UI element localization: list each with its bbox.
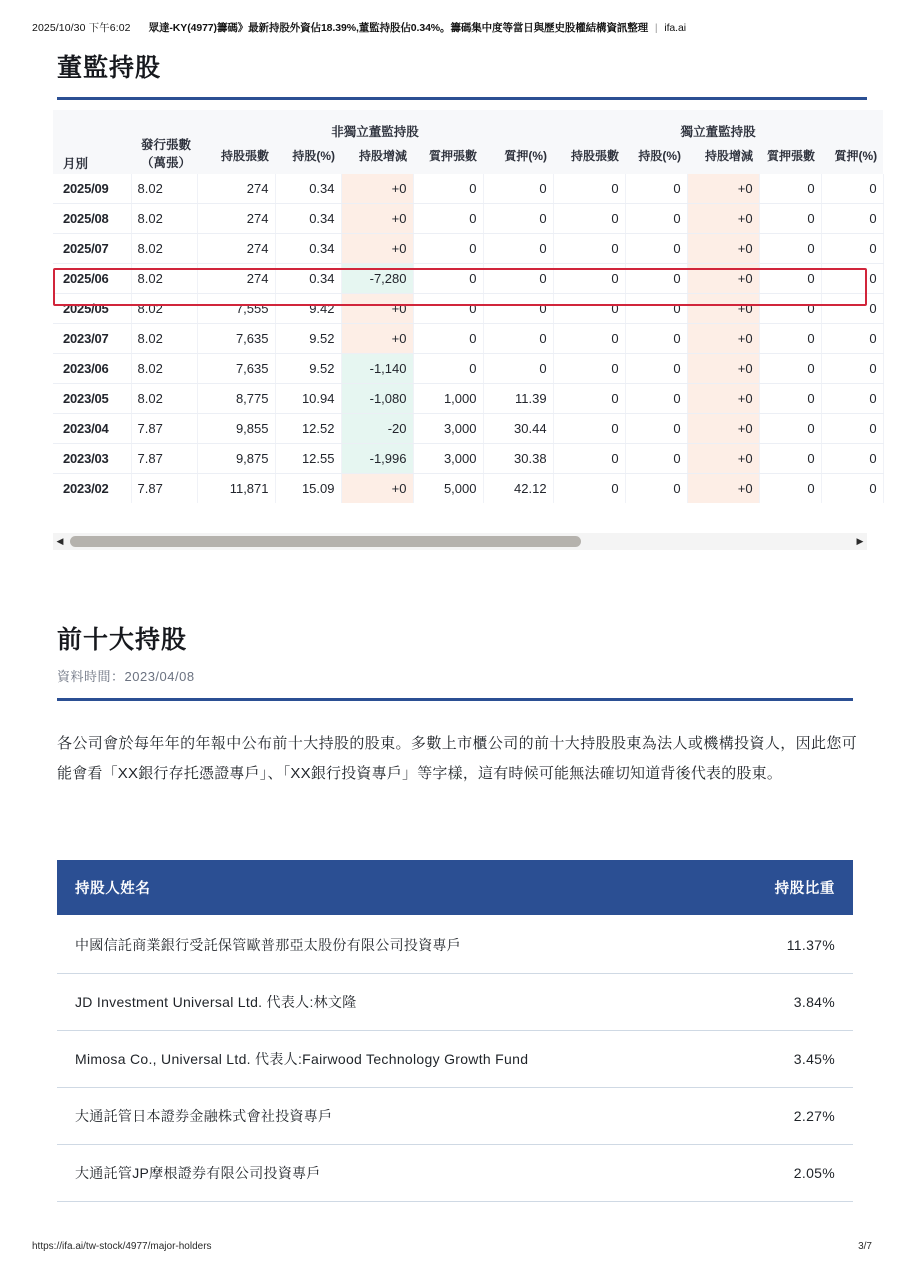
cell-ni-pledge-lots: 5,000 xyxy=(413,474,483,504)
cell-ni-pct: 0.34 xyxy=(275,264,341,294)
table-row xyxy=(57,1145,853,1202)
cell-ni-pledge-lots: 3,000 xyxy=(413,444,483,474)
directors-table-body xyxy=(53,174,883,503)
top10-data-time: 資料時間：2023/04/08 xyxy=(57,669,195,684)
table-horizontal-scrollbar[interactable] xyxy=(53,533,867,550)
cell-holder-name: 大通託管日本證券金融株式會社投資專戶 xyxy=(57,1088,703,1145)
cell-month: 2025/06 xyxy=(53,264,131,294)
cell-ni-delta: -7,280 xyxy=(341,264,413,294)
cell-holding-pct: 2.05% xyxy=(703,1145,853,1202)
cell-i-shares: 0 xyxy=(553,354,625,384)
col-ni-pct: 持股(%) xyxy=(275,142,341,174)
scrollbar-thumb[interactable] xyxy=(70,536,581,547)
cell-holder-name: 大通託管JP摩根證券有限公司投資專戶 xyxy=(57,1145,703,1202)
cell-ni-pledge-pct: 30.44 xyxy=(483,414,553,444)
footer-url: https://ifa.ai/tw-stock/4977/major-holders xyxy=(32,1241,212,1252)
cell-holder-name: JD Investment Universal Ltd. 代表人:林文隆 xyxy=(57,974,703,1031)
col-i-shares: 持股張數 xyxy=(553,142,625,174)
cell-ni-shares: 7,555 xyxy=(197,294,275,324)
cell-i-pledge-pct: 0 xyxy=(821,264,883,294)
col-i-pledge-lots: 質押張數 xyxy=(759,142,821,174)
cell-ni-shares: 9,855 xyxy=(197,414,275,444)
cell-ni-pct: 9.52 xyxy=(275,354,341,384)
top10-table-head xyxy=(57,860,853,916)
cell-holding-pct: 11.37% xyxy=(703,916,853,974)
cell-i-pct: 0 xyxy=(625,414,687,444)
col-ni-shares: 持股張數 xyxy=(197,142,275,174)
cell-i-delta: +0 xyxy=(687,174,759,204)
cell-i-pct: 0 xyxy=(625,384,687,414)
table-row xyxy=(53,354,883,384)
top10-table xyxy=(57,860,853,1202)
print-title-separator: | xyxy=(654,22,658,34)
cell-month: 2023/02 xyxy=(53,474,131,504)
cell-ni-pct: 0.34 xyxy=(275,234,341,264)
cell-ni-shares: 7,635 xyxy=(197,354,275,384)
cell-ni-delta: -1,140 xyxy=(341,354,413,384)
cell-ni-shares: 8,775 xyxy=(197,384,275,414)
top10-heading-rule xyxy=(57,698,853,701)
group-independent: 獨立董監持股 xyxy=(553,110,883,142)
cell-i-pledge-lots: 0 xyxy=(759,204,821,234)
cell-issued-lots: 8.02 xyxy=(131,294,197,324)
cell-i-delta: +0 xyxy=(687,234,759,264)
footer-page-number: 3/7 xyxy=(858,1241,872,1252)
cell-ni-pledge-pct: 42.12 xyxy=(483,474,553,504)
cell-ni-pledge-lots: 0 xyxy=(413,324,483,354)
cell-i-shares: 0 xyxy=(553,174,625,204)
cell-ni-pledge-pct: 0 xyxy=(483,174,553,204)
cell-i-pledge-pct: 0 xyxy=(821,234,883,264)
cell-ni-delta: -20 xyxy=(341,414,413,444)
cell-i-pledge-lots: 0 xyxy=(759,324,821,354)
cell-holding-pct: 3.84% xyxy=(703,974,853,1031)
cell-i-pledge-lots: 0 xyxy=(759,444,821,474)
cell-i-pledge-pct: 0 xyxy=(821,384,883,414)
cell-ni-pledge-lots: 0 xyxy=(413,354,483,384)
cell-i-shares: 0 xyxy=(553,234,625,264)
cell-i-pledge-pct: 0 xyxy=(821,174,883,204)
print-title-text: 眾達-KY(4977)籌碼》最新持股外資佔18.39%,董監持股佔0.34%。籌碼集中度等當日與歷史股權結構資訊整理 xyxy=(148,22,649,34)
cell-i-shares: 0 xyxy=(553,204,625,234)
table-row xyxy=(53,384,883,414)
cell-i-pledge-lots: 0 xyxy=(759,474,821,504)
cell-issued-lots: 8.02 xyxy=(131,234,197,264)
cell-ni-shares: 274 xyxy=(197,234,275,264)
cell-i-pledge-pct: 0 xyxy=(821,204,883,234)
col-holder-name: 持股人姓名 xyxy=(57,860,703,916)
cell-i-pct: 0 xyxy=(625,264,687,294)
cell-ni-pct: 12.52 xyxy=(275,414,341,444)
cell-issued-lots: 8.02 xyxy=(131,204,197,234)
cell-i-pledge-pct: 0 xyxy=(821,294,883,324)
cell-i-delta: +0 xyxy=(687,264,759,294)
cell-i-pct: 0 xyxy=(625,234,687,264)
col-i-pct: 持股(%) xyxy=(625,142,687,174)
cell-i-pct: 0 xyxy=(625,204,687,234)
col-ni-pledge-pct: 質押(%) xyxy=(483,142,553,174)
cell-ni-pledge-lots: 3,000 xyxy=(413,414,483,444)
directors-heading: 董監持股 xyxy=(57,54,162,82)
cell-holder-name: Mimosa Co., Universal Ltd. 代表人:Fairwood Technology Growth Fund xyxy=(57,1031,703,1088)
table-row xyxy=(53,414,883,444)
scroll-left-arrow-icon[interactable]: ◀ xyxy=(56,536,64,546)
cell-ni-delta: -1,080 xyxy=(341,384,413,414)
cell-ni-pledge-pct: 0 xyxy=(483,204,553,234)
cell-ni-pledge-pct: 0 xyxy=(483,324,553,354)
cell-i-delta: +0 xyxy=(687,444,759,474)
col-ni-delta: 持股增減 xyxy=(341,142,413,174)
col-issued-lots xyxy=(131,110,197,174)
cell-ni-pct: 15.09 xyxy=(275,474,341,504)
col-issued-lots-label: 發行張數 xyxy=(140,137,191,152)
top10-header-row xyxy=(57,860,853,916)
cell-month: 2023/06 xyxy=(53,354,131,384)
cell-i-delta: +0 xyxy=(687,384,759,414)
cell-ni-delta: +0 xyxy=(341,174,413,204)
col-i-delta: 持股增減 xyxy=(687,142,759,174)
col-i-pledge-pct: 質押(%) xyxy=(821,142,883,174)
cell-i-pct: 0 xyxy=(625,354,687,384)
cell-ni-pledge-pct: 0 xyxy=(483,354,553,384)
cell-month: 2025/09 xyxy=(53,174,131,204)
table-row xyxy=(53,264,883,294)
cell-issued-lots: 8.02 xyxy=(131,264,197,294)
cell-i-delta: +0 xyxy=(687,354,759,384)
cell-issued-lots: 7.87 xyxy=(131,444,197,474)
cell-i-shares: 0 xyxy=(553,294,625,324)
cell-issued-lots: 7.87 xyxy=(131,474,197,504)
cell-ni-pledge-lots: 0 xyxy=(413,294,483,324)
top10-table-body xyxy=(57,916,853,1202)
table-row xyxy=(53,444,883,474)
cell-i-shares: 0 xyxy=(553,444,625,474)
cell-ni-pct: 0.34 xyxy=(275,204,341,234)
cell-i-pledge-lots: 0 xyxy=(759,174,821,204)
cell-ni-shares: 11,871 xyxy=(197,474,275,504)
cell-i-delta: +0 xyxy=(687,474,759,504)
scrollbar-track[interactable] xyxy=(67,533,853,550)
cell-ni-pledge-lots: 0 xyxy=(413,204,483,234)
table-row xyxy=(53,474,883,504)
cell-i-pct: 0 xyxy=(625,294,687,324)
top10-description: 各公司會於每年年的年報中公布前十大持股的股東。多數上市櫃公司的前十大持股股東為法人或機構投資人，因此您可能會看「XX銀行存托憑證專戶」、「XX銀行投資專戶」等字樣，這有時候可能無法確切知道背後代表的股東。 xyxy=(57,735,857,782)
cell-ni-pledge-lots: 0 xyxy=(413,234,483,264)
directors-table-wrapper[interactable] xyxy=(53,110,878,503)
print-date: 2025/10/30 下午6:02 xyxy=(32,22,131,34)
cell-ni-pct: 9.52 xyxy=(275,324,341,354)
cell-ni-pct: 12.55 xyxy=(275,444,341,474)
cell-i-shares: 0 xyxy=(553,414,625,444)
col-issued-lots-unit: （萬張） xyxy=(140,155,191,170)
print-header xyxy=(0,20,904,35)
cell-ni-pledge-lots: 0 xyxy=(413,264,483,294)
cell-i-pledge-lots: 0 xyxy=(759,384,821,414)
table-row xyxy=(57,974,853,1031)
cell-month: 2025/08 xyxy=(53,204,131,234)
cell-i-pledge-lots: 0 xyxy=(759,234,821,264)
cell-ni-delta: +0 xyxy=(341,474,413,504)
cell-i-shares: 0 xyxy=(553,264,625,294)
directors-section-header xyxy=(57,48,867,100)
cell-i-pledge-lots: 0 xyxy=(759,264,821,294)
cell-ni-shares: 274 xyxy=(197,264,275,294)
cell-ni-delta: +0 xyxy=(341,324,413,354)
top10-heading: 前十大持股 xyxy=(57,626,188,654)
table-row xyxy=(57,1088,853,1145)
scroll-right-arrow-icon[interactable]: ▶ xyxy=(856,536,864,546)
cell-holder-name: 中國信託商業銀行受託保管歐普那亞太股份有限公司投資專戶 xyxy=(57,916,703,974)
cell-month: 2025/07 xyxy=(53,234,131,264)
cell-month: 2023/07 xyxy=(53,324,131,354)
cell-i-pct: 0 xyxy=(625,444,687,474)
cell-i-delta: +0 xyxy=(687,324,759,354)
cell-ni-pledge-lots: 0 xyxy=(413,174,483,204)
cell-ni-pledge-pct: 0 xyxy=(483,234,553,264)
cell-ni-shares: 274 xyxy=(197,174,275,204)
table-row xyxy=(53,204,883,234)
table-row xyxy=(53,294,883,324)
cell-ni-pledge-pct: 30.38 xyxy=(483,444,553,474)
heading-rule xyxy=(57,97,867,100)
cell-month: 2023/03 xyxy=(53,444,131,474)
cell-ni-shares: 7,635 xyxy=(197,324,275,354)
group-non-independent: 非獨立董監持股 xyxy=(197,110,553,142)
top10-section-header xyxy=(57,620,853,701)
cell-i-shares: 0 xyxy=(553,324,625,354)
cell-month: 2023/05 xyxy=(53,384,131,414)
cell-ni-pct: 10.94 xyxy=(275,384,341,414)
cell-ni-shares: 9,875 xyxy=(197,444,275,474)
print-footer xyxy=(0,1241,904,1252)
cell-i-delta: +0 xyxy=(687,294,759,324)
cell-holding-pct: 3.45% xyxy=(703,1031,853,1088)
cell-i-pledge-pct: 0 xyxy=(821,474,883,504)
cell-i-pledge-pct: 0 xyxy=(821,444,883,474)
cell-i-pledge-lots: 0 xyxy=(759,294,821,324)
cell-issued-lots: 7.87 xyxy=(131,414,197,444)
cell-issued-lots: 8.02 xyxy=(131,324,197,354)
directors-table-head xyxy=(53,110,883,174)
directors-group-header-row xyxy=(53,110,883,142)
cell-issued-lots: 8.02 xyxy=(131,354,197,384)
col-ni-pledge-lots: 質押張數 xyxy=(413,142,483,174)
col-holding-pct: 持股比重 xyxy=(703,860,853,916)
col-month: 月別 xyxy=(53,110,131,174)
cell-ni-delta: +0 xyxy=(341,204,413,234)
table-row xyxy=(53,324,883,354)
directors-table xyxy=(53,110,884,503)
cell-ni-pct: 0.34 xyxy=(275,174,341,204)
cell-i-pct: 0 xyxy=(625,324,687,354)
table-row xyxy=(57,1031,853,1088)
cell-month: 2025/05 xyxy=(53,294,131,324)
cell-ni-delta: +0 xyxy=(341,234,413,264)
table-row xyxy=(53,174,883,204)
cell-i-pct: 0 xyxy=(625,474,687,504)
cell-ni-pledge-pct: 0 xyxy=(483,294,553,324)
cell-month: 2023/04 xyxy=(53,414,131,444)
cell-ni-shares: 274 xyxy=(197,204,275,234)
cell-i-pledge-pct: 0 xyxy=(821,414,883,444)
cell-i-shares: 0 xyxy=(553,384,625,414)
table-row xyxy=(53,234,883,264)
cell-issued-lots: 8.02 xyxy=(131,384,197,414)
cell-ni-pct: 9.42 xyxy=(275,294,341,324)
cell-i-delta: +0 xyxy=(687,414,759,444)
cell-i-shares: 0 xyxy=(553,474,625,504)
cell-ni-pledge-pct: 0 xyxy=(483,264,553,294)
cell-i-pledge-pct: 0 xyxy=(821,324,883,354)
cell-i-pledge-pct: 0 xyxy=(821,354,883,384)
print-site-name: ifa.ai xyxy=(664,22,686,34)
cell-ni-delta: -1,996 xyxy=(341,444,413,474)
cell-ni-delta: +0 xyxy=(341,294,413,324)
cell-ni-pledge-lots: 1,000 xyxy=(413,384,483,414)
cell-i-delta: +0 xyxy=(687,204,759,234)
table-row xyxy=(57,916,853,974)
cell-i-pledge-lots: 0 xyxy=(759,414,821,444)
cell-ni-pledge-pct: 11.39 xyxy=(483,384,553,414)
cell-issued-lots: 8.02 xyxy=(131,174,197,204)
cell-holding-pct: 2.27% xyxy=(703,1088,853,1145)
cell-i-pct: 0 xyxy=(625,174,687,204)
print-page-title xyxy=(149,20,686,35)
cell-i-pledge-lots: 0 xyxy=(759,354,821,384)
